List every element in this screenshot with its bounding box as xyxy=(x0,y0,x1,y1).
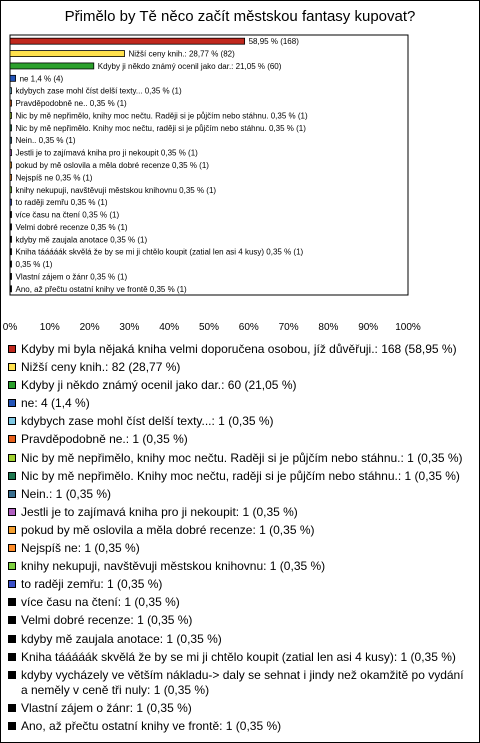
bar-value-label: Nižší ceny knih.: 28,77 % (82) xyxy=(128,49,235,59)
legend-swatch xyxy=(8,381,16,389)
x-tick-label: 50% xyxy=(198,322,220,333)
x-tick-label: 0% xyxy=(2,322,18,333)
legend-item xyxy=(8,632,470,647)
bar xyxy=(10,174,12,180)
legend-label: Kdyby mi byla nějaká kniha velmi doporučena osobou, jíž důvěřuji.: 168 (58,95 %) xyxy=(21,342,457,356)
bar xyxy=(10,236,12,242)
bar-value-label: to raději zemřu 0,35 % (1) xyxy=(15,198,108,208)
legend xyxy=(8,342,470,737)
bar-chart xyxy=(0,0,480,340)
legend-label: Ano, až přečtu ostatní knihy ve frontě: 1 (0,35 %) xyxy=(21,718,282,733)
bar xyxy=(10,63,94,69)
legend-swatch xyxy=(8,435,16,443)
bar-value-label: Vlastní zájem o žánr 0,35 % (1) xyxy=(15,272,128,282)
legend-item xyxy=(8,432,470,447)
x-tick-label: 70% xyxy=(278,322,299,333)
legend-item xyxy=(8,378,470,393)
legend-swatch xyxy=(8,616,16,624)
bar-value-label: Kniha tááááák skvělá že by se mi ji chtělo koupit (zatial len asi 4 kusy) 0,35 % (1) xyxy=(15,247,304,257)
bar xyxy=(10,162,12,168)
legend-swatch xyxy=(8,508,16,516)
legend-label: knihy nekupuji, navštěvuji městskou knihovnu: 1 (0,35 %) xyxy=(21,559,326,574)
legend-label: Nic by mě nepřimělo. Knihy moc nečtu, raději si je půjčím nebo stáhnu.: 1 (0,35 %) xyxy=(21,468,460,483)
bar xyxy=(10,51,125,57)
legend-label: kdyby mě zaujala anotace: 1 (0,35 %) xyxy=(21,631,222,646)
legend-item xyxy=(8,487,470,502)
legend-swatch xyxy=(8,399,16,407)
legend-item xyxy=(8,414,470,429)
bar xyxy=(10,38,245,44)
legend-swatch xyxy=(8,598,16,606)
chart-title: Přimělo by Tě něco začít městskou fantasy kupovat? xyxy=(64,8,416,25)
bar xyxy=(10,224,12,230)
bar xyxy=(10,125,12,131)
legend-item xyxy=(8,342,470,357)
bar-value-label: Nic by mě nepřimělo, knihy moc nečtu. Raději si je půjčím nebo stáhnu. 0,35 % (1) xyxy=(15,111,308,121)
bar xyxy=(10,150,12,156)
legend-item xyxy=(8,559,470,574)
x-tick-label: 30% xyxy=(119,322,140,333)
legend-item xyxy=(8,613,470,628)
legend-swatch xyxy=(8,544,16,552)
legend-label: to raději zemřu: 1 (0,35 %) xyxy=(21,577,163,592)
bar-value-label: Jestli je to zajímavá kniha pro ji nekoupit 0,35 % (1) xyxy=(15,148,198,158)
bar-value-label: Ano, až přečtu ostatní knihy ve frontě 0,35 % (1) xyxy=(15,284,187,294)
legend-item xyxy=(8,396,470,411)
legend-swatch xyxy=(8,704,16,712)
legend-item xyxy=(8,595,470,610)
bar xyxy=(10,112,12,118)
bar-value-label: Kdyby ji někdo známý ocenil jako dar.: 21,05 % (60) xyxy=(97,61,282,71)
bar-value-label: Pravděpodobně ne.. 0,35 % (1) xyxy=(15,99,127,109)
legend-item xyxy=(8,360,470,375)
bar xyxy=(10,137,12,143)
legend-label: pokud by mě oslovila a měla dobré recenze: 1 (0,35 %) xyxy=(21,522,315,537)
bar-value-label: Nein.. 0,35 % (1) xyxy=(15,136,76,146)
legend-label: kdyby vycházely ve větším nákladu-> daly se sehnat i jindy než okamžitě po vydání a neměly v ceně tři nuly: 1 (0,35 %) xyxy=(21,667,464,697)
bar-value-label: pokud by mě oslovila a měla dobré recenze 0,35 % (1) xyxy=(15,161,209,170)
bar-labels xyxy=(16,37,308,294)
legend-item xyxy=(8,650,470,665)
legend-item xyxy=(8,469,470,484)
legend-label: Kniha tááááák skvělá že by se mi ji chtělo koupit (zatial len asi 4 kusy): 1 (0,35 %) xyxy=(21,649,456,664)
x-tick-label: 80% xyxy=(318,322,339,333)
bar xyxy=(10,187,12,193)
legend-label: kdybych zase mohl číst delší texty...: 1 (0,35 %) xyxy=(21,414,274,429)
bar xyxy=(10,273,12,279)
legend-item xyxy=(8,505,470,520)
bar-value-label: Nic by mě nepřimělo. Knihy moc nečtu, raději si je půjčím nebo stáhnu. 0,35 % (1) xyxy=(15,123,306,133)
bar-value-label: 58,95 % (168) xyxy=(248,37,299,47)
x-tick-label: 100% xyxy=(395,322,421,333)
legend-swatch xyxy=(8,526,16,534)
legend-swatch xyxy=(8,580,16,588)
bar-value-label: Velmi dobré recenze 0,35 % (1) xyxy=(15,222,128,232)
bar xyxy=(10,100,12,106)
bar-value-label: Nejspíš ne 0,35 % (1) xyxy=(15,173,93,183)
legend-item xyxy=(8,541,470,556)
legend-item xyxy=(8,577,470,592)
x-tick-label: 90% xyxy=(358,322,379,333)
legend-swatch xyxy=(8,345,16,353)
legend-swatch xyxy=(8,671,16,679)
legend-item xyxy=(8,701,470,716)
bar xyxy=(10,199,12,205)
bar-value-label: ne 1,4 % (4) xyxy=(19,74,64,84)
legend-swatch xyxy=(8,472,16,480)
bar-value-label: knihy nekupuji, navštěvuji městskou knihovnu 0,35 % (1) xyxy=(15,185,217,195)
legend-swatch xyxy=(8,653,16,661)
bar xyxy=(10,261,12,267)
legend-label: Nižší ceny knih.: 82 (28,77 %) xyxy=(21,360,181,375)
bar xyxy=(10,88,12,94)
bar xyxy=(10,75,16,81)
legend-item xyxy=(8,523,470,538)
x-tick-label: 60% xyxy=(238,322,259,333)
x-tick-label: 40% xyxy=(159,322,180,333)
bar xyxy=(10,212,12,218)
x-tick-label: 10% xyxy=(39,322,60,333)
bar xyxy=(10,249,12,255)
legend-swatch xyxy=(8,417,16,425)
legend-swatch xyxy=(8,722,16,730)
legend-label: Nein.: 1 (0,35 %) xyxy=(21,486,112,501)
x-axis-ticks xyxy=(3,322,421,333)
legend-swatch xyxy=(8,454,16,462)
legend-label: Nic by mě nepřimělo, knihy moc nečtu. Raději si je půjčím nebo stáhnu.: 1 (0,35 %) xyxy=(21,450,463,465)
legend-item xyxy=(8,668,470,698)
legend-label: více času na čtení: 1 (0,35 %) xyxy=(21,595,180,610)
legend-item xyxy=(8,451,470,466)
legend-item xyxy=(8,719,470,734)
legend-label: Pravděpodobně ne.: 1 (0,35 %) xyxy=(21,432,188,447)
x-tick-label: 20% xyxy=(79,322,100,333)
bar-value-label: více času na čtení 0,35 % (1) xyxy=(15,210,120,220)
legend-label: Velmi dobré recenze: 1 (0,35 %) xyxy=(21,613,193,628)
legend-label: Kdyby ji někdo známý ocenil jako dar.: 60 (21,05 %) xyxy=(21,378,297,393)
legend-swatch xyxy=(8,490,16,498)
legend-label: Vlastní zájem o žánr: 1 (0,35 %) xyxy=(21,700,192,715)
bar-value-label: 0,35 % (1) xyxy=(15,260,53,270)
legend-swatch xyxy=(8,562,16,570)
legend-swatch xyxy=(8,363,16,371)
legend-swatch xyxy=(8,635,16,643)
bar-value-label: kdybych zase mohl číst delší texty... 0,35 % (1) xyxy=(15,86,182,96)
legend-label: ne: 4 (1,4 %) xyxy=(21,396,90,411)
legend-label: Jestli je to zajímavá kniha pro ji nekoupit: 1 (0,35 %) xyxy=(21,504,298,519)
legend-label: Nejspíš ne: 1 (0,35 %) xyxy=(21,541,140,556)
bar-value-label: kdyby mě zaujala anotace 0,35 % (1) xyxy=(15,235,148,245)
bar xyxy=(10,286,12,292)
